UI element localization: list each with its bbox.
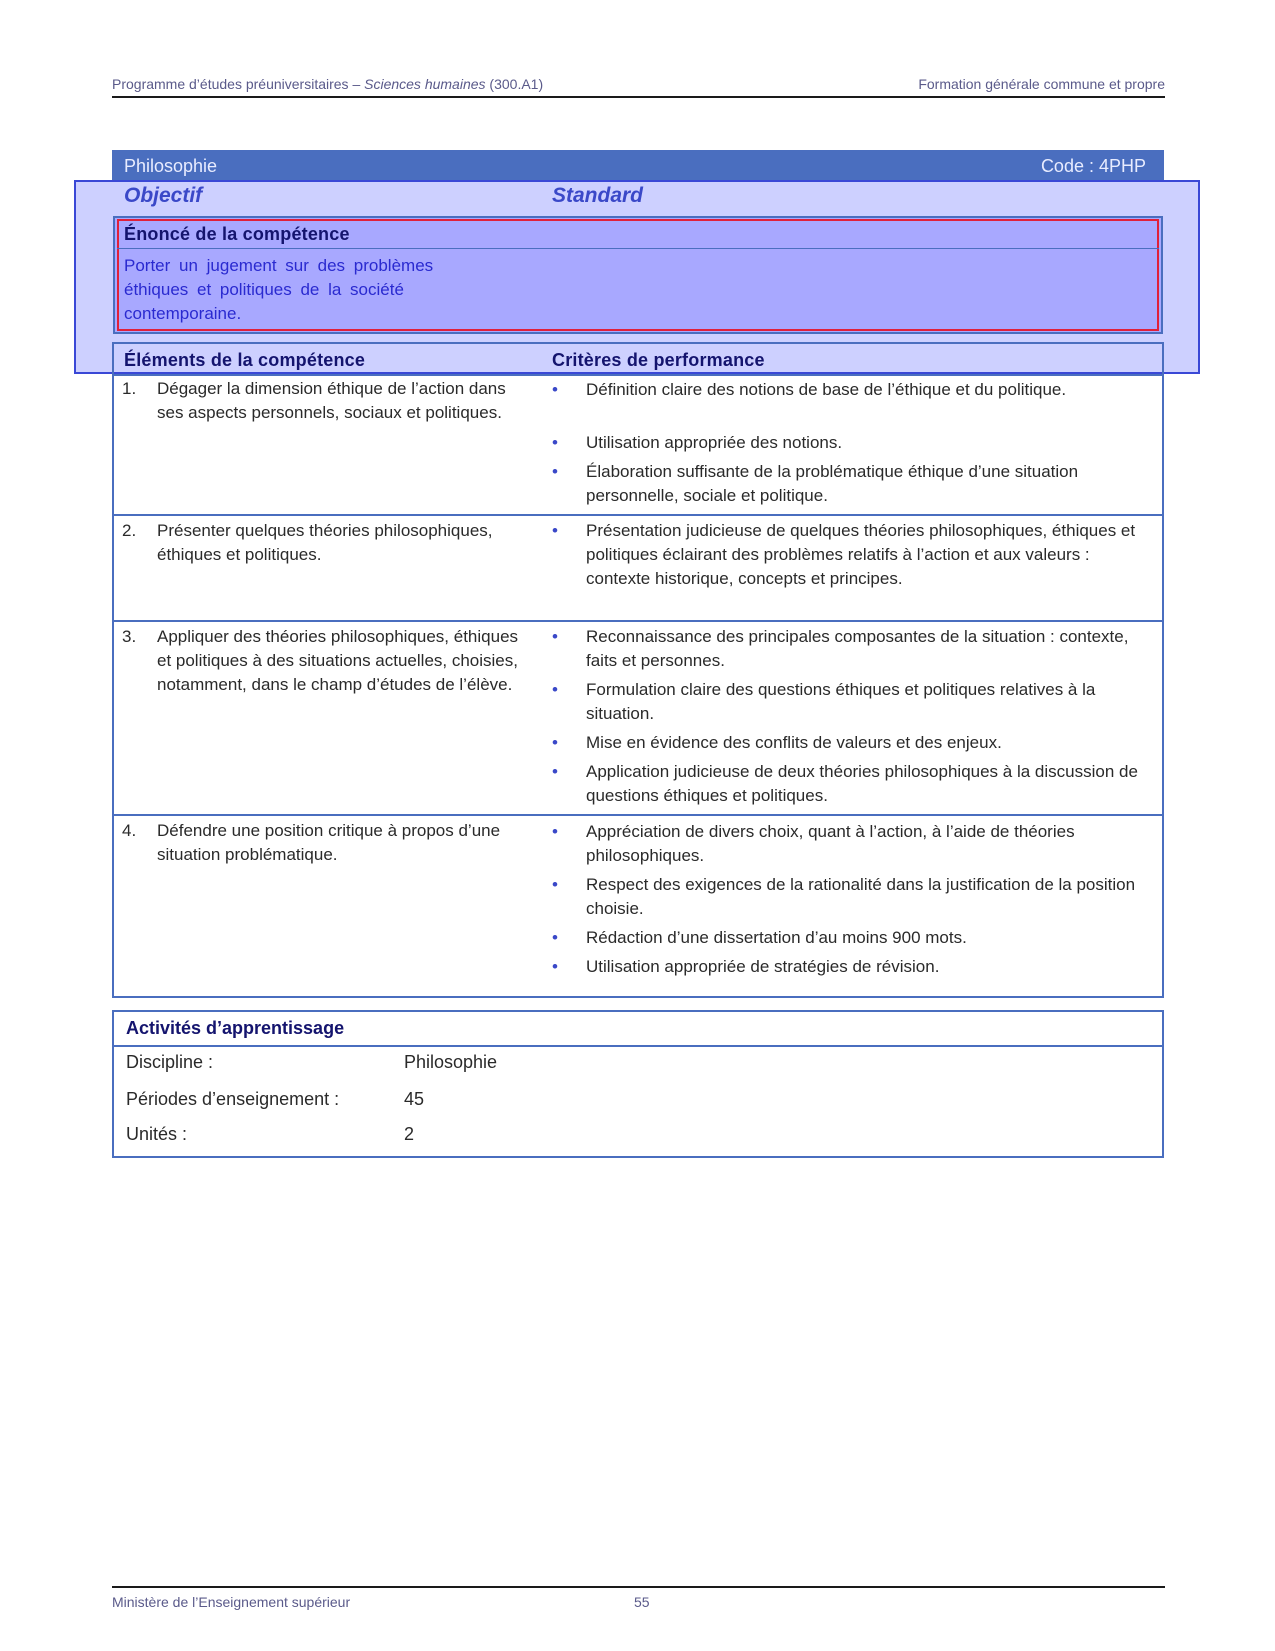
objectif-title: Objectif [124,184,203,207]
bullet-icon: • [552,875,558,894]
bullet-icon: • [552,680,558,699]
unites-value: 2 [404,1124,415,1144]
bullet-icon: • [552,733,558,752]
course-title-bar [112,150,1164,180]
page-footer [112,1586,1165,1612]
discipline-value: Philosophie [404,1052,498,1072]
criterion-text: Appréciation de divers choix, quant à l’action, à l’aide de théories philosophiques. [586,822,1075,865]
criterion-text: Utilisation appropriée des notions. [586,433,843,452]
bullet-icon: • [552,957,558,976]
table-header-divider [112,374,1164,376]
element-number: 2. [122,521,137,540]
bullet-icon: • [552,380,558,399]
discipline-label: Discipline : [126,1052,214,1072]
bullet-icon: • [552,822,558,841]
ministry-name: Ministère de l’Enseignement supérieur [112,1594,351,1610]
element-text: Dégager la dimension éthique de l’action dans ses aspects personnels, sociaux et politiques. [157,379,506,422]
periodes-label: Périodes d’enseignement : [126,1089,340,1109]
course-name: Philosophie [124,156,218,176]
element-text: Appliquer des théories philosophiques, éthiques et politiques à des situations actuelles, choisies, notamment, dans le champ d’études de l’élève. [157,627,519,694]
bullet-icon: • [552,433,558,452]
bullet-icon: • [552,762,558,781]
element-text: Défendre une position critique à propos d’une situation problématique. [157,821,501,864]
criteres-heading: Critères de performance [552,350,765,370]
row-divider [112,814,1164,816]
row-divider [112,620,1164,622]
unites-label: Unités : [126,1124,188,1144]
criterion-text: Mise en évidence des conflits de valeurs et des enjeux. [586,733,1002,752]
criterion-text: Respect des exigences de la rationalité dans la justification de la position choisie. [586,875,1136,918]
criterion-text: Élaboration suffisante de la problématique éthique d’une situation personnelle, sociale et politique. [586,462,1079,505]
criterion-text: Définition claire des notions de base de l’éthique et du politique. [586,380,1067,399]
element-number: 1. [122,379,137,398]
criterion-text: Formulation claire des questions éthiques et politiques relatives à la situation. [586,680,1096,723]
enonce-divider [117,248,1159,249]
bullet-icon: • [552,627,558,646]
course-code: Code : 4PHP [1040,156,1146,176]
bullet-icon: • [552,521,558,540]
formation-label: Formation générale commune et propre [918,76,1165,92]
row-divider [112,514,1164,516]
activites-heading: Activités d’apprentissage [126,1018,345,1038]
element-text: Présenter quelques théories philosophiques, éthiques et politiques. [157,521,493,564]
enonce-heading: Énoncé de la compétence [124,224,350,244]
elements-heading: Éléments de la compétence [124,350,366,370]
standard-title: Standard [552,184,644,207]
periodes-value: 45 [404,1089,425,1109]
activites-divider [112,1045,1164,1047]
enonce-text: Porter un jugement sur des problèmes éthiques et politiques de la société contemporaine. [124,256,434,323]
page-header [112,74,1165,98]
criterion-text: Utilisation appropriée de stratégies de révision. [586,957,940,976]
bullet-icon: • [552,928,558,947]
element-number: 4. [122,821,137,840]
program-title: Programme d’études préuniversitaires – Sciences humaines (300.A1) [112,76,544,92]
criterion-text: Application judicieuse de deux théories philosophiques à la discussion de questions éthiques et politiques. [586,762,1138,805]
bullet-icon: • [552,462,558,481]
criterion-text: Reconnaissance des principales composantes de la situation : contexte, faits et personnes. [586,627,1129,670]
element-number: 3. [122,627,137,646]
criterion-text: Présentation judicieuse de quelques théories philosophiques, éthiques et politiques éclairant des problèmes relatifs à l’action et aux valeurs : contexte historique, concepts et principes. [586,521,1136,588]
page-number: 55 [634,1594,650,1610]
criterion-text: Rédaction d’une dissertation d’au moins 900 mots. [586,928,967,947]
